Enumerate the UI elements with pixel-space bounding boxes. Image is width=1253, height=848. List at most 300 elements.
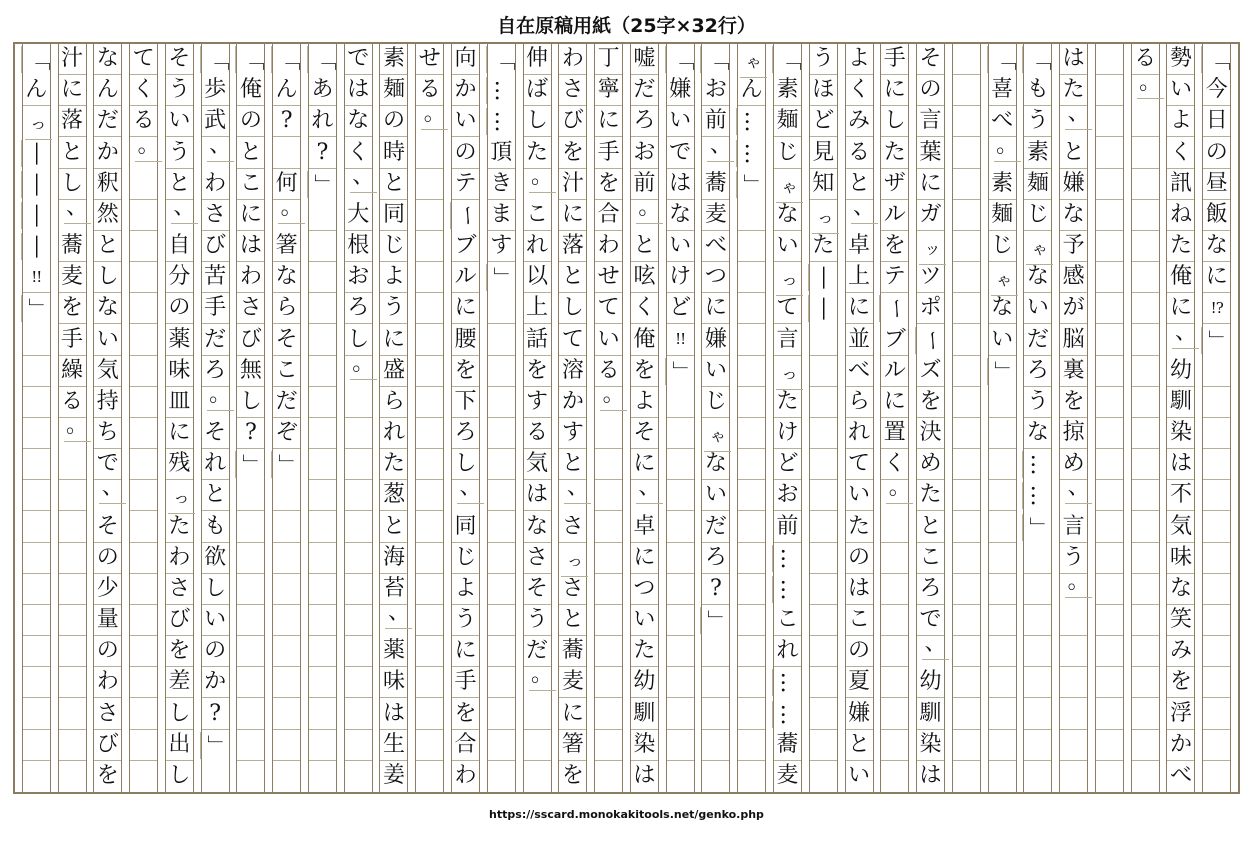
grid-cell [1203,387,1230,418]
grid-cell: け [774,418,801,449]
grid-cell [309,636,336,667]
grid-cell: 葉 [917,138,944,169]
grid-cell: に [917,169,944,200]
grid-cell: い [94,325,121,356]
grid-cell: は [1167,449,1194,480]
grid-cell [273,761,300,792]
grid-cell [989,761,1016,792]
grid-cell [810,761,837,792]
grid-cell: た [631,636,658,667]
grid-cell: 生 [380,730,407,761]
manuscript-column [58,44,87,792]
grid-cell: と [846,169,873,200]
grid-cell [738,449,765,480]
grid-cell [1096,449,1123,480]
grid-cell [738,512,765,543]
grid-cell: 幼 [917,667,944,698]
grid-cell: 素 [380,44,407,75]
grid-cell [130,761,157,792]
grid-cell: 海 [380,543,407,574]
grid-cell: た [810,231,837,262]
grid-cell: に [631,543,658,574]
grid-cell [595,574,622,605]
grid-cell [881,761,908,792]
grid-cell [524,730,551,761]
grid-cell: ル [881,200,908,231]
grid-cell: ば [524,75,551,106]
grid-cell [23,356,50,387]
grid-cell: 残 [166,449,193,480]
grid-cell: さ [524,543,551,574]
grid-cell [130,325,157,356]
grid-cell: … [1022,482,1053,509]
grid-cell: ど [774,449,801,480]
grid-cell [1132,200,1159,231]
grid-cell: つ [631,574,658,605]
grid-cell: 不 [1167,480,1194,511]
grid-cell [237,480,264,511]
grid-cell [1096,418,1123,449]
grid-cell [1024,761,1051,792]
grid-cell: 苔 [380,574,407,605]
grid-cell: に [846,293,873,324]
grid-cell [1132,761,1159,792]
grid-cell: し [168,763,191,789]
grid-cell [1060,730,1087,761]
grid-cell: ブ [881,325,908,356]
grid-cell [702,667,729,698]
grid-cell [595,605,622,636]
grid-cell: 無 [237,356,264,387]
grid-cell: わ [237,262,264,293]
grid-cell: と [94,231,121,262]
manuscript-column [594,44,623,792]
grid-cell: 」 [736,171,767,198]
grid-cell [488,512,515,543]
grid-cell [953,356,980,387]
grid-cell [130,667,157,698]
grid-cell: 」 [665,358,696,385]
grid-cell: 、 [1065,473,1092,504]
manuscript-column [737,44,766,792]
grid-cell: 」 [21,295,52,322]
grid-cell [1203,356,1230,387]
grid-cell [953,667,980,698]
grid-cell: た [881,138,908,169]
grid-cell: お [345,262,372,293]
grid-cell [667,699,694,730]
grid-cell [309,480,336,511]
grid-cell [1132,356,1159,387]
grid-cell: い [667,231,694,262]
grid-cell [488,418,515,449]
manuscript-column [22,44,51,792]
grid-cell [595,730,622,761]
grid-cell: る [130,106,157,137]
grid-cell: な [345,106,372,137]
grid-cell: 量 [94,605,121,636]
grid-cell: だ [702,512,729,543]
grid-cell [989,480,1016,511]
grid-cell: な [774,200,801,231]
grid-cell [1060,636,1087,667]
grid-cell: 合 [595,200,622,231]
grid-cell [23,543,50,574]
grid-cell: そ [631,418,658,449]
grid-cell: ー [879,295,910,322]
grid-cell [237,636,264,667]
grid-cell [738,231,765,262]
grid-cell: 嫌 [667,75,694,106]
grid-cell: … [772,576,803,603]
grid-cell: だ [273,387,300,418]
grid-cell: し [237,387,264,418]
grid-cell: は [633,763,656,789]
grid-cell [416,605,443,636]
grid-cell: こ [774,605,801,636]
grid-cell: れ [202,449,229,480]
grid-cell: っ [776,265,803,296]
grid-cell: 「 [200,46,231,73]
grid-cell [1024,667,1051,698]
grid-cell [1132,169,1159,200]
grid-cell: れ [774,636,801,667]
grid-cell [953,325,980,356]
grid-cell: ゃ [776,172,803,203]
grid-cell: ん [273,75,300,106]
grid-cell [345,636,372,667]
grid-cell: ? [202,699,229,730]
grid-cell [59,480,86,511]
grid-cell [1096,761,1123,792]
grid-cell: 素 [1024,138,1051,169]
grid-cell [810,667,837,698]
grid-cell: を [561,763,584,789]
grid-cell: テ [452,169,479,200]
grid-cell: れ [846,418,873,449]
grid-cell [416,231,443,262]
grid-cell [989,699,1016,730]
grid-cell [953,543,980,574]
grid-cell [1096,262,1123,293]
grid-cell: に [595,106,622,137]
grid-cell: よ [380,262,407,293]
grid-cell: 並 [846,325,873,356]
grid-cell [738,262,765,293]
grid-cell [416,512,443,543]
grid-cell: 予 [1060,231,1087,262]
grid-cell: 嫌 [702,325,729,356]
grid-cell [810,480,837,511]
grid-cell: ん [738,75,765,106]
grid-cell: だ [524,636,551,667]
grid-cell [1060,699,1087,730]
grid-cell: 。 [64,411,91,442]
grid-cell [1096,200,1123,231]
grid-cell: さ [559,75,586,106]
grid-cell: 夏 [846,667,873,698]
grid-cell: く [130,75,157,106]
grid-cell: 麦 [702,200,729,231]
grid-cell: る [524,418,551,449]
grid-cell [989,512,1016,543]
grid-cell: は [524,480,551,511]
manuscript-column [487,44,516,792]
grid-cell [702,636,729,667]
grid-cell [1203,636,1230,667]
grid-cell: し [202,574,229,605]
grid-cell [59,699,86,730]
grid-cell [1132,293,1159,324]
grid-cell [953,169,980,200]
grid-cell: 」 [987,358,1018,385]
grid-cell: 腰 [452,325,479,356]
grid-cell: な [94,293,121,324]
grid-cell: し [59,169,86,200]
grid-cell: る [59,387,86,418]
grid-cell [1203,512,1230,543]
grid-cell: 同 [452,512,479,543]
grid-cell [416,262,443,293]
grid-cell: 飯 [1203,200,1230,231]
grid-cell: わ [454,763,477,789]
grid-cell [273,699,300,730]
grid-cell: 喜 [989,75,1016,106]
grid-cell: 、 [707,131,734,162]
grid-cell: れ [309,106,336,137]
grid-cell [595,512,622,543]
grid-cell: し [559,293,586,324]
grid-cell [130,730,157,761]
grid-cell [1060,761,1087,792]
grid-cell [1132,418,1159,449]
grid-cell: 、 [385,598,412,629]
grid-cell: 合 [452,730,479,761]
manuscript-column [773,44,802,792]
grid-cell: 寧 [595,75,622,106]
grid-cell [309,387,336,418]
grid-cell: 苦 [202,262,229,293]
grid-cell: っ [561,546,588,577]
grid-cell [345,387,372,418]
grid-cell: じ [774,138,801,169]
grid-cell: う [166,75,193,106]
grid-cell [416,667,443,698]
grid-cell [667,449,694,480]
grid-cell [237,761,264,792]
grid-cell [667,574,694,605]
grid-cell: そ [94,512,121,543]
grid-cell: ま [488,200,515,231]
grid-cell [345,761,372,792]
grid-cell [309,605,336,636]
grid-cell: 蕎 [559,636,586,667]
grid-cell: ? [273,106,300,137]
grid-cell: 」 [1022,514,1053,541]
grid-cell: 馴 [917,699,944,730]
grid-cell [1132,667,1159,698]
grid-cell [273,480,300,511]
grid-cell [1096,138,1123,169]
grid-cell [309,231,336,262]
grid-cell: う [1024,387,1051,418]
grid-cell [702,761,729,792]
grid-cell [23,480,50,511]
grid-cell: 箸 [273,231,300,262]
grid-cell: そ [524,574,551,605]
grid-cell [595,480,622,511]
manuscript-column [630,44,659,792]
grid-cell [416,574,443,605]
grid-cell [667,761,694,792]
grid-cell: し [524,106,551,137]
grid-cell [488,667,515,698]
grid-cell: ? [309,138,336,169]
grid-cell: さ [237,293,264,324]
grid-cell: い [202,605,229,636]
grid-cell: 勢 [1167,44,1194,75]
grid-cell: を [59,293,86,324]
grid-cell [1096,106,1123,137]
manuscript-column [916,44,945,792]
grid-cell: 。 [1065,567,1092,598]
grid-cell: て [130,44,157,75]
grid-cell [273,605,300,636]
grid-cell: 気 [94,356,121,387]
grid-cell [23,512,50,543]
grid-cell: 「 [772,46,803,73]
grid-cell: い [702,356,729,387]
grid-cell: !! [667,325,694,356]
grid-cell [416,543,443,574]
grid-cell: れ [524,231,551,262]
grid-cell [273,730,300,761]
grid-cell [702,699,729,730]
grid-cell: ち [94,418,121,449]
grid-cell [130,231,157,262]
grid-cell: と [559,605,586,636]
grid-cell: あ [309,75,336,106]
grid-cell: 手 [595,138,622,169]
grid-cell: ね [1167,200,1194,231]
grid-cell [488,293,515,324]
grid-cell: こ [846,605,873,636]
grid-cell: も [202,512,229,543]
grid-cell [810,356,837,387]
grid-cell [1024,605,1051,636]
grid-cell [989,449,1016,480]
grid-cell: わ [559,44,586,75]
grid-cell: く [631,293,658,324]
grid-cell: ― [21,140,52,167]
grid-cell: に [559,699,586,730]
grid-cell [989,543,1016,574]
grid-cell [1132,138,1159,169]
grid-cell [345,418,372,449]
grid-cell: ル [881,356,908,387]
grid-cell: 訊 [1167,169,1194,200]
grid-cell [237,699,264,730]
grid-cell: に [59,75,86,106]
grid-cell: な [1167,574,1194,605]
grid-cell [309,418,336,449]
grid-cell: の [846,636,873,667]
grid-cell [810,574,837,605]
grid-cell: な [1203,231,1230,262]
grid-cell: 上 [524,293,551,324]
grid-cell [810,543,837,574]
manuscript-column [1202,44,1231,792]
grid-cell: 脳 [1060,325,1087,356]
grid-cell [881,636,908,667]
grid-cell [309,543,336,574]
grid-cell [488,636,515,667]
grid-cell [130,169,157,200]
grid-cell: ブ [452,231,479,262]
grid-cell [953,262,980,293]
grid-cell: … [772,701,803,728]
grid-cell: さ [202,200,229,231]
grid-cell [667,667,694,698]
grid-cell: だ [1024,325,1051,356]
grid-cell: と [631,231,658,262]
grid-cell: 嫌 [846,699,873,730]
grid-cell: 何 [273,169,300,200]
grid-cell: れ [380,418,407,449]
grid-cell [488,574,515,605]
grid-cell: 、 [99,473,126,504]
grid-cell [881,667,908,698]
grid-cell: 」 [700,607,731,634]
grid-cell: び [202,231,229,262]
grid-cell: し [166,699,193,730]
grid-cell [130,356,157,387]
grid-cell: た [380,449,407,480]
grid-cell: み [1167,636,1194,667]
manuscript-sheet [13,42,1240,794]
grid-cell: 溶 [559,356,586,387]
grid-cell: 言 [1060,512,1087,543]
grid-cell [738,699,765,730]
grid-cell [1024,574,1051,605]
grid-cell: 話 [524,325,551,356]
grid-cell: に [559,200,586,231]
grid-cell: る [846,138,873,169]
grid-cell [595,636,622,667]
grid-cell: 前 [631,169,658,200]
grid-cell [881,574,908,605]
grid-cell: 麺 [1024,169,1051,200]
grid-cell: 。 [636,193,663,224]
grid-cell: 葱 [380,480,407,511]
manuscript-column [1059,44,1088,792]
grid-cell [1060,605,1087,636]
grid-cell [810,387,837,418]
grid-cell: っ [812,203,839,234]
grid-cell [237,667,264,698]
manuscript-column [1166,44,1195,792]
grid-cell: 」 [1201,327,1232,354]
grid-cell: ろ [202,356,229,387]
grid-cell: び [166,605,193,636]
manuscript-column [415,44,444,792]
grid-cell: 、 [922,629,949,660]
grid-cell: 差 [166,667,193,698]
grid-cell [1096,667,1123,698]
grid-cell: べ [702,231,729,262]
grid-cell: 卓 [846,231,873,262]
grid-cell [59,605,86,636]
